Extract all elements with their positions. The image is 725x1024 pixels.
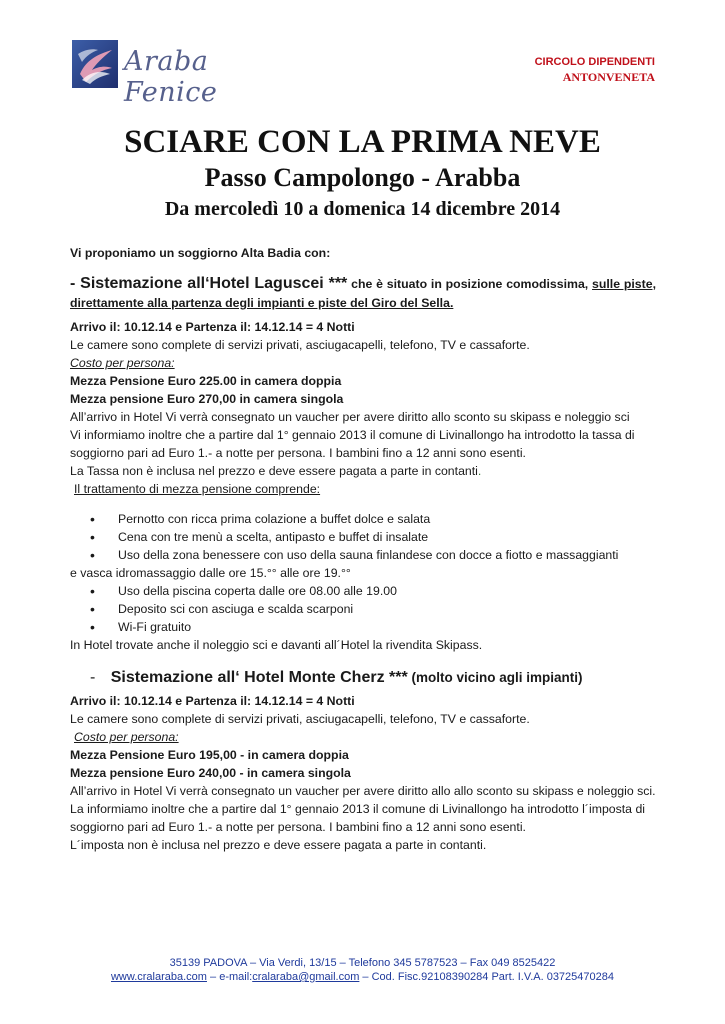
logo-text: Araba Fenice xyxy=(124,46,218,108)
email-prefix: – e-mail: xyxy=(206,971,253,983)
list-item: • Wi-Fi gratuito xyxy=(70,618,656,636)
hotel1-vaucher: All’arrivo in Hotel Vi verrà consegnato un vaucher per avere diritto allo sconto su skipass e noleggio sci xyxy=(70,410,630,424)
hotel2-heading-note: (molto vicino agli impianti) xyxy=(407,670,583,685)
hotel1-arrivo: Arrivo il: 10.12.14 e Partenza il: 14.12.14 = 4 Notti xyxy=(70,320,355,334)
hotel1-heading-underlined: sulle piste, direttamente alla partenza degli impianti e piste del Giro del Sella. xyxy=(70,277,656,310)
hotel2-heading xyxy=(70,668,656,688)
list-item: • Deposito sci con asciuga e scalda scarponi xyxy=(70,600,656,618)
website-link[interactable]: www.cralaraba.com xyxy=(110,971,207,983)
hotel1-tassa: Vi informiamo inoltre che a partire dal 1° gennaio 2013 il comune di Livinallongo ha introdotto la tassa di soggiorno pari ad Euro 1.- a notte per persona. I bambini fino a 12 anni sono esenti. xyxy=(70,428,635,460)
logo xyxy=(72,40,292,108)
hotel2-costo-label: Costo per persona: xyxy=(74,730,179,744)
list-item: • Cena con tre menù a scelta, antipasto e buffet di insalate xyxy=(70,528,656,546)
hotel1-prezzo-doppia: Mezza Pensione Euro 225.00 in camera doppia xyxy=(70,374,342,388)
footer xyxy=(0,956,725,984)
dates-title: Da mercoledì 10 a domenica 14 dicembre 2014 xyxy=(164,198,561,220)
hotel2-imposta: La informiamo inoltre che a partire dal 1° gennaio 2013 il comune di Livinallongo ha introdotto l´imposta di soggiorno pari ad Euro 1.- a notte per persona. I bambini fino a 12 anni sono esenti. xyxy=(70,802,646,834)
main-title: SCIARE CON LA PRIMA NEVE xyxy=(124,124,601,160)
hotel1-tassa-esclusa-text: La Tassa non è inclusa nel prezzo e deve essere pagata a parte in contanti xyxy=(70,464,478,478)
list-item-continuation: e vasca idromassaggio dalle ore 15.°° alle ore 19.°° xyxy=(70,566,351,580)
hotel2-arrivo: Arrivo il: 10.12.14 e Partenza il: 14.12.14 = 4 Notti xyxy=(70,694,355,708)
hotel2-prezzo-singola: Mezza pensione Euro 240,00 - in camera singola xyxy=(70,766,351,780)
hotel2-heading-name: Sistemazione all‘ Hotel Monte Cherz *** xyxy=(110,669,408,686)
footer-contacts xyxy=(0,970,725,984)
circolo-line1: CIRCOLO DIPENDENTI xyxy=(534,56,655,68)
list-item: • Uso della piscina coperta dalle ore 08.00 alle 19.00 xyxy=(70,582,656,600)
list-item: • Pernotto con ricca prima colazione a buffet dolce e salata xyxy=(70,510,656,528)
document-body xyxy=(70,244,656,854)
fiscal-info: – Cod. Fisc.92108390284 Part. I.V.A. 03725470284 xyxy=(359,971,614,983)
hotel1-tassa-esclusa: La Tassa non è inclusa nel prezzo e deve essere pagata a parte in contanti. xyxy=(70,464,482,478)
phoenix-logo-icon xyxy=(72,40,118,88)
hotel1-trattamento: Il trattamento di mezza pensione comprende: xyxy=(74,482,321,496)
hotel1-camere: Le camere sono complete di servizi privati, asciugacapelli, telefono, TV e cassaforte. xyxy=(70,338,530,352)
hotel2-vaucher: All’arrivo in Hotel Vi verrà consegnato un vaucher per avere diritto allo allo sconto su skipass e noleggio sci. xyxy=(70,784,656,798)
hotel1-heading-name: - Sistemazione all‘Hotel Laguscei *** xyxy=(70,275,348,292)
hotel2-camere: Le camere sono complete di servizi privati, asciugacapelli, telefono, TV e cassaforte. xyxy=(70,712,530,726)
list-item: • Uso della zona benessere con uso della sauna finlandese con docce a fiotto e massaggianti e vasca idromassaggio dalle ore 15.°° alle ore 19.°° xyxy=(70,546,656,582)
hotel1-costo-label: Costo per persona: xyxy=(70,356,175,370)
location-title: Passo Campolongo - Arabba xyxy=(204,163,521,192)
hotel1-noleggio: In Hotel trovate anche il noleggio sci e davanti all´Hotel la rivendita Skipass. xyxy=(70,638,483,652)
organization-label xyxy=(535,55,655,85)
hotel2-imposta-esclusa: L´imposta non è inclusa nel prezzo e deve essere pagata a parte in contanti. xyxy=(70,838,487,852)
hotel1-heading-rest: che è situato in posizione comodissima, xyxy=(347,277,593,291)
hotel2-prezzo-doppia: Mezza Pensione Euro 195,00 - in camera doppia xyxy=(70,748,349,762)
footer-address: 35139 PADOVA – Via Verdi, 13/15 – Telefono 345 5787523 – Fax 049 8525422 xyxy=(169,957,556,969)
intro-text: Vi proponiamo un soggiorno Alta Badia con: xyxy=(70,246,331,260)
circolo-line2: ANTONVENETA xyxy=(562,70,655,84)
email-link[interactable]: cralaraba@gmail.com xyxy=(252,971,360,983)
hotel2-dash: - xyxy=(90,669,96,686)
hotel1-prezzo-singola: Mezza pensione Euro 270,00 in camera singola xyxy=(70,392,344,406)
services-list xyxy=(70,510,656,636)
hotel1-heading xyxy=(70,274,656,312)
